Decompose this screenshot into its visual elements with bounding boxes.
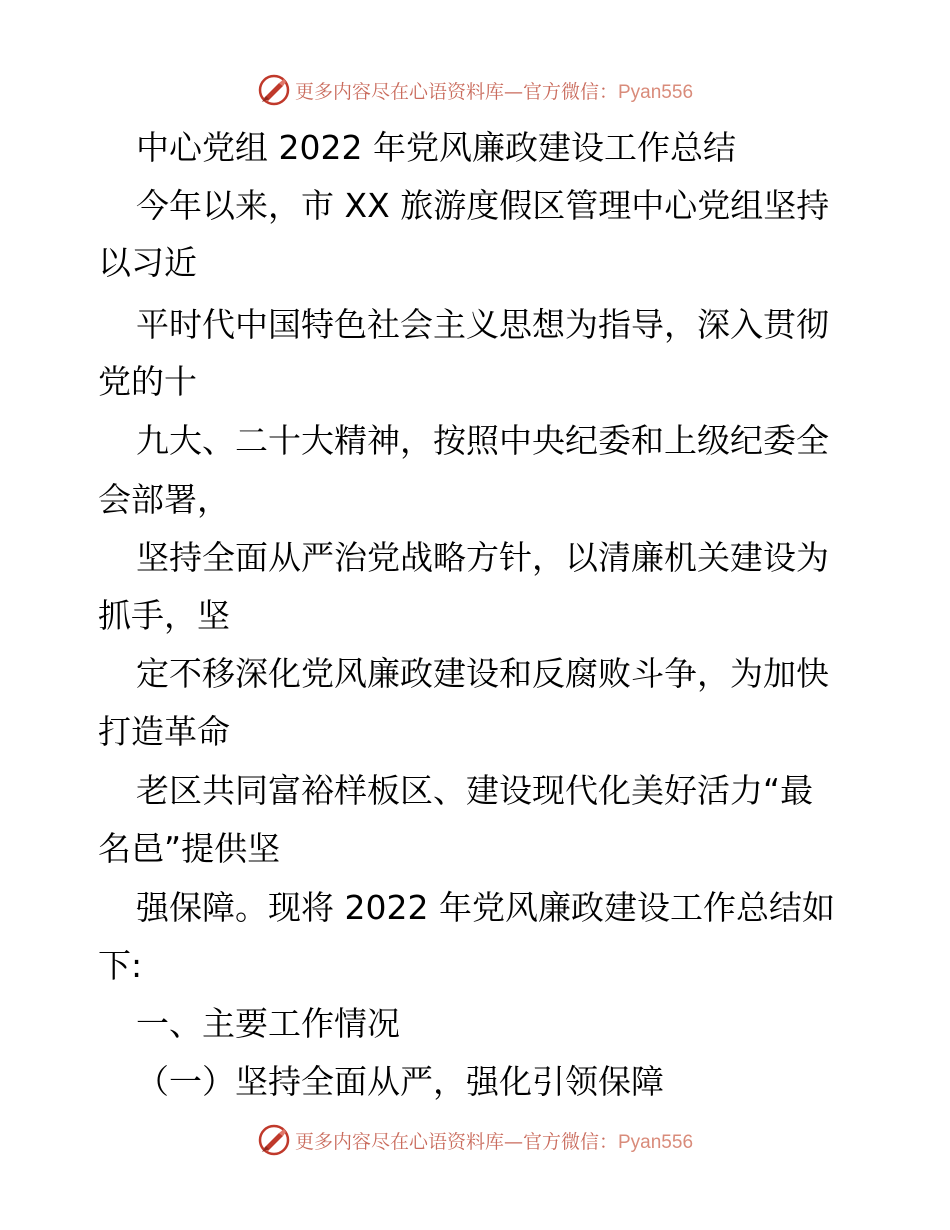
paragraph-line: 打造革命	[98, 712, 230, 751]
paragraph-line: 老区共同富裕样板区、建设现代化美好活力“最	[136, 771, 814, 810]
banner-text	[295, 1127, 693, 1154]
paragraph-line: 坚持全面从严治党战略方针，以清廉机关建设为	[136, 538, 829, 577]
pen-logo-icon	[257, 1123, 291, 1157]
banner-label: 更多内容尽在心语资料库—官方微信：	[294, 80, 618, 103]
banner-text	[295, 77, 693, 104]
paragraph-line: 定不移深化党风廉政建设和反腐败斗争，为加快	[136, 654, 829, 693]
wechat-id: Pyan556	[618, 1131, 694, 1153]
paragraph-line: 九大、二十大精神，按照中央纪委和上级纪委全	[136, 421, 829, 460]
footer-banner	[0, 1120, 950, 1160]
document-title: 中心党组 2022 年党风廉政建设工作总结	[136, 128, 736, 167]
paragraph-line: 名邑”提供坚	[98, 829, 281, 868]
subsection-heading: （一）坚持全面从严，强化引领保障	[136, 1062, 664, 1101]
paragraph-line: 下:	[98, 946, 143, 985]
paragraph-line: 平时代中国特色社会主义思想为指导，深入贯彻	[136, 305, 829, 344]
paragraph-line: 今年以来，市 XX 旅游度假区管理中心党组坚持	[136, 186, 830, 225]
pen-logo-icon	[257, 73, 291, 107]
section-heading: 一、主要工作情况	[136, 1004, 400, 1043]
paragraph-line: 以习近	[98, 243, 197, 282]
paragraph-line: 党的十	[98, 362, 197, 401]
banner-label: 更多内容尽在心语资料库—官方微信：	[294, 1130, 618, 1153]
paragraph-line: 会部署，	[98, 480, 230, 519]
header-banner	[0, 70, 950, 110]
paragraph-line: 强保障。现将 2022 年党风廉政建设工作总结如	[136, 888, 835, 927]
wechat-id: Pyan556	[618, 81, 694, 103]
paragraph-line: 抓手，坚	[98, 596, 230, 635]
